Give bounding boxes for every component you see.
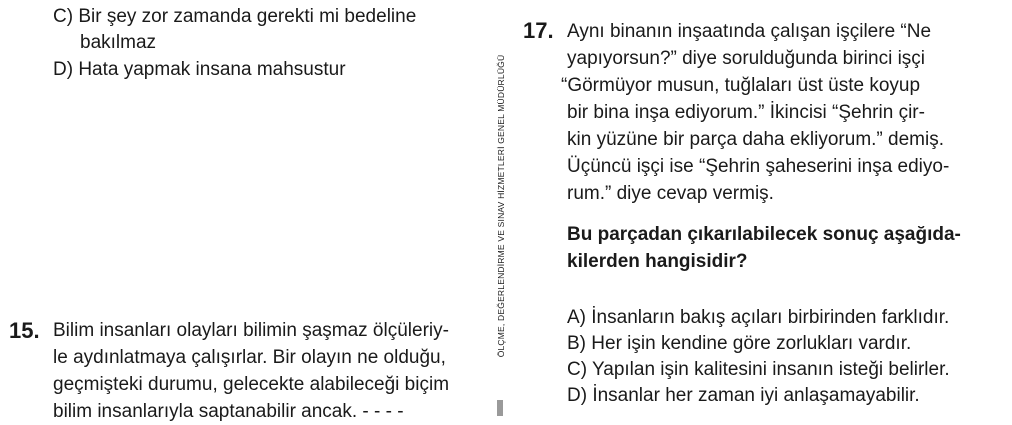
prev-question-option-d: D) Hata yapmak insana mahsustur — [53, 59, 346, 80]
question-15-line: geçmişteki durumu, gelecekte alabileceği biçim — [53, 374, 450, 395]
question-17-passage-line: “Görmüyor musun, tuğlaları üst üste koyup — [561, 75, 921, 96]
question-17-prompt: Bu parçadan çıkarılabilecek sonuç aşağıda- — [567, 224, 961, 245]
question-17-passage-line: Üçüncü işçi ise “Şehrin şaheserini inşa ediyo- — [567, 156, 950, 177]
question-17-passage-line: yapıyorsun?” diye sorulduğunda birinci işçi — [567, 48, 926, 69]
question-17-prompt-continuation: kilerden hangisidir? — [567, 251, 748, 272]
column-divider-bar — [497, 400, 503, 416]
answer-option-b[interactable]: B) Her işin kendine göre zorlukları vardır. — [567, 333, 912, 354]
answer-option-c[interactable]: C) Yapılan işin kalitesini insanın isteği belirler. — [567, 359, 950, 380]
question-17-passage-line: Aynı binanın inşaatında çalışan işçilere “Ne — [567, 21, 932, 42]
question-17-passage-line: bir bina inşa ediyorum.” İkincisi “Şehrin çir- — [567, 102, 925, 123]
prev-question-option-c-continuation: bakılmaz — [80, 32, 157, 53]
answer-option-d[interactable]: D) İnsanlar her zaman iyi anlaşamayabilir. — [567, 385, 920, 406]
publisher-margin-text: ÖLÇME, DEĞERLENDİRME VE SINAV HİZMETLERİ GENEL MÜDÜRLÜĞÜ — [496, 54, 506, 358]
question-17-number: 17. — [523, 18, 554, 43]
question-15-line: le aydınlatmaya çalışırlar. Bir olayın ne olduğu, — [53, 347, 446, 368]
question-17-passage-line: kin yüzüne bir parça daha ekliyorum.” demiş. — [567, 129, 945, 150]
prev-question-option-c: C) Bir şey zor zamanda gerekti mi bedeline — [53, 6, 417, 27]
question-15-number: 15. — [9, 318, 40, 343]
answer-option-a[interactable]: A) İnsanların bakış açıları birbirinden farklıdır. — [567, 307, 950, 328]
question-15-line: Bilim insanları olayları bilimin şaşmaz ölçüleriy- — [53, 320, 449, 341]
question-15-line: bilim insanlarıyla saptanabilir ancak. - - - - — [53, 401, 404, 422]
question-17-passage-line: rum.” diye cevap vermiş. — [567, 183, 774, 204]
